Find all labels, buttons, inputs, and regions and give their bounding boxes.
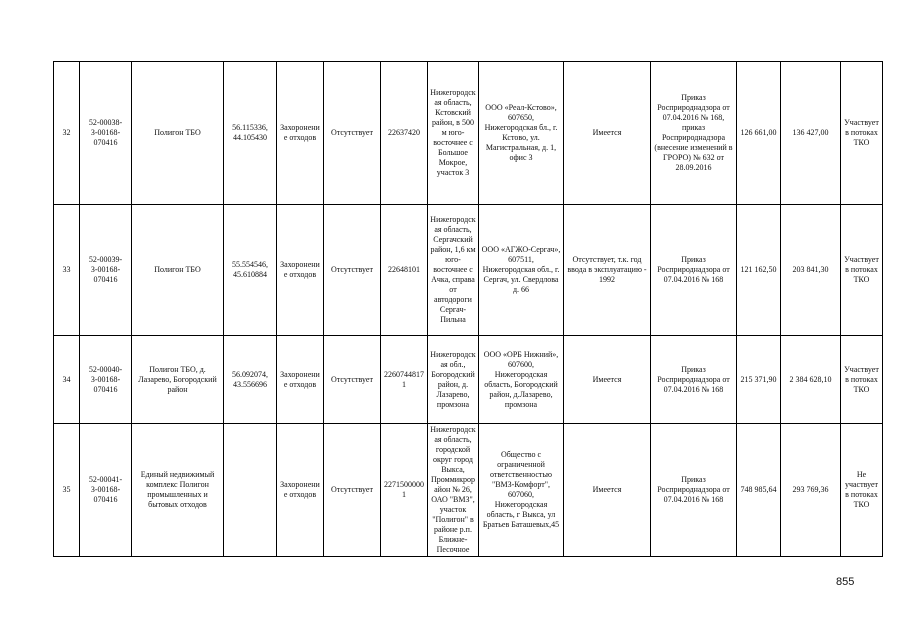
- coordinates: [224, 424, 277, 557]
- location: Нижегородская область, городской округ город Выкса, Проммикрорайон № 26, ОАО "ВМЗ", участок "Полигон" в районе р.п. Ближне-Песочное: [428, 424, 479, 557]
- purpose: Захоронение отходов: [277, 62, 324, 205]
- order: Приказ Росприроднадзора от 07.04.2016 № 168, приказ Росприроднадзора (внесение изменений в ГРОРО) № 632 от 28.09.2016: [651, 62, 737, 205]
- operator: ООО «АГЖО-Сергач», 607511, Нижегородская обл., г. Сергач, ул. Свердлова д. 66: [479, 205, 564, 336]
- table-row: [54, 62, 883, 205]
- purpose: Захоронение отходов: [277, 205, 324, 336]
- object-name: Единый недвижимый комплекс Полигон промышленных и бытовых отходов: [132, 424, 224, 557]
- oktmo-code: 22648101: [381, 205, 428, 336]
- tko-participation: Участвует в потоках ТКО: [841, 336, 883, 424]
- capacity-1: 126 661,00: [737, 62, 781, 205]
- oktmo-code: 22637420: [381, 62, 428, 205]
- location: Нижегородская область, Сергачский район, 1,6 км юго-восточнее с Ачка, справа от автодороги Сергач-Пильна: [428, 205, 479, 336]
- purpose: Захоронение отходов: [277, 336, 324, 424]
- capacity-1: 215 371,90: [737, 336, 781, 424]
- status: Отсутствует: [324, 424, 381, 557]
- coordinates: 56.115336, 44.105430: [224, 62, 277, 205]
- waste-facility-registry-table: [53, 61, 883, 557]
- tko-participation: Не участвует в потоках ТКО: [841, 424, 883, 557]
- row-number: 33: [54, 205, 80, 336]
- registry-number: 52-00038-З-00168-070416: [80, 62, 132, 205]
- row-number: 34: [54, 336, 80, 424]
- coordinates: 55.554546, 45.610884: [224, 205, 277, 336]
- capacity-1: 748 985,64: [737, 424, 781, 557]
- capacity-2: 293 769,36: [781, 424, 841, 557]
- order: Приказ Росприроднадзора от 07.04.2016 № 168: [651, 424, 737, 557]
- operator: Общество с ограниченной ответственностью "ВМЗ-Комфорт", 607060, Нижегородская область, г Выкса, ул Братьев Баташевых,45: [479, 424, 564, 557]
- table-row: [54, 336, 883, 424]
- monitoring: Имеется: [564, 62, 651, 205]
- registry-number: 52-00039-З-00168-070416: [80, 205, 132, 336]
- status: Отсутствует: [324, 62, 381, 205]
- operator: ООО «Реал-Кстово», 607650, Нижегородская бл., г. Кстово, ул. Магистральная, д. 1, офис 3: [479, 62, 564, 205]
- order: Приказ Росприроднадзора от 07.04.2016 № 168: [651, 205, 737, 336]
- operator: ООО «ОРБ Нижний», 607600, Нижегородская область, Богородский район, д.Лазарево, промзона: [479, 336, 564, 424]
- table-row: [54, 205, 883, 336]
- monitoring: Отсутствует, т.к. год ввода в эксплуатацию - 1992: [564, 205, 651, 336]
- page-number: 855: [836, 576, 855, 588]
- object-name: Полигон ТБО: [132, 205, 224, 336]
- object-name: Полигон ТБО, д. Лазарево, Богородский район: [132, 336, 224, 424]
- status: Отсутствует: [324, 205, 381, 336]
- capacity-2: 136 427,00: [781, 62, 841, 205]
- order: Приказ Росприроднадзора от 07.04.2016 № 168: [651, 336, 737, 424]
- capacity-2: 2 384 628,10: [781, 336, 841, 424]
- tko-participation: Участвует в потоках ТКО: [841, 205, 883, 336]
- oktmo-code: 22715000001: [381, 424, 428, 557]
- coordinates: 56.092074, 43.556696: [224, 336, 277, 424]
- tko-participation: Участвует в потоках ТКО: [841, 62, 883, 205]
- purpose: Захоронение отходов: [277, 424, 324, 557]
- monitoring: Имеется: [564, 336, 651, 424]
- capacity-2: 203 841,30: [781, 205, 841, 336]
- table-row: [54, 424, 883, 557]
- registry-number: 52-00040-З-00168-070416: [80, 336, 132, 424]
- row-number: 35: [54, 424, 80, 557]
- location: Нижегородская обл., Богородский район, д. Лазарево, промзона: [428, 336, 479, 424]
- monitoring: Имеется: [564, 424, 651, 557]
- registry-number: 52-00041-З-00168-070416: [80, 424, 132, 557]
- oktmo-code: 22607448171: [381, 336, 428, 424]
- capacity-1: 121 162,50: [737, 205, 781, 336]
- row-number: 32: [54, 62, 80, 205]
- location: Нижегородская область, Кстовский район, в 500 м юго-восточнее с Большое Мокрое, участок 3: [428, 62, 479, 205]
- status: Отсутствует: [324, 336, 381, 424]
- object-name: Полигон ТБО: [132, 62, 224, 205]
